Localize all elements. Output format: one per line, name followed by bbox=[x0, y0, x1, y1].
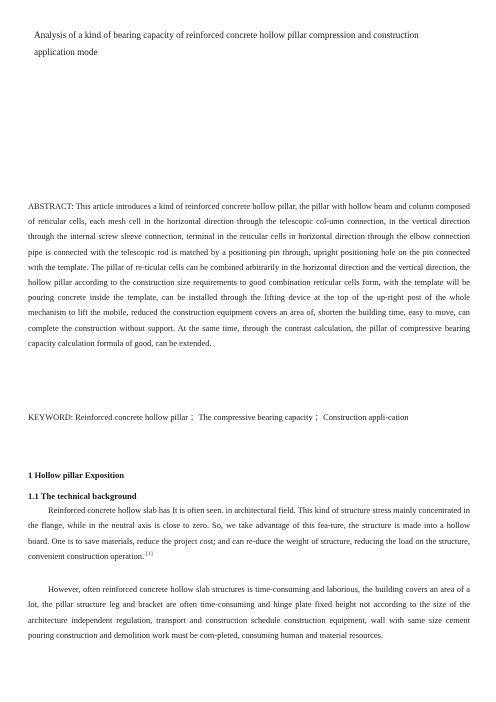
section-heading: 1 Hollow pillar Exposition bbox=[28, 470, 125, 480]
body-paragraph-1-text: Reinforced concrete hollow slab has It is often seen. in architectural field. This kind of structure stress mainly concentrated in the flange, while in the neutral axis is close to zero. So, we take advantage of this fea-ture, the structure is made into a hollow board. One is to save materials, reduce the project cost; and can re-duce the weight of structure, reducing the load on the structure, convenient construction operation. bbox=[28, 506, 470, 562]
abstract-paragraph: ABSTRACT: This article introduces a kind of reinforced concrete hollow pillar, the pillar with hollow beam and column composed of reticular cells, each mesh cell in the horizontal direction through the telescopic col-umn connection, in the vertical direction through the internal screw sleeve connection, terminal in the reticular cells in horizontal direction through the elbow connection pipe is connected with the telescopic rod is matched by a positioning pin through, upright positioning hole on the pin connected with the template. The pillar of re-ticular cells can be combined arbitrarily in the horizontal direction and the vertical direction, the hollow pillar according to the construction size requirements to good combination reticular cells form, with the template will be pouring concrete inside the template, can be installed through the lifting device at the top of the up-right post of the whole mechanism to lift the mobile, reduced the construction equipment covers an area of, shorten the building time, easy to move, can complete the construction without support. At the same time, through the contrast calculation, the pillar of compressive bearing capacity calculation formula of good, can be extended. bbox=[28, 202, 470, 348]
citation-marker: [1] bbox=[146, 551, 153, 558]
keywords-line: KEYWORD: Reinforced concrete hollow pillar ；The compressive bearing capacity ；Construction appli-cation bbox=[28, 413, 409, 422]
subsection-heading: 1.1 The technical background bbox=[28, 491, 137, 501]
body-paragraph-2: However, often reinforced concrete hollow slab structures is time-consuming and laborious, the building covers an area of a lot, the pillar structure leg and bracket are often time-consuming and hinge plate fixed height not according to the size of the architecture independent regulation, transport and construction schedule construction equipment, wall with same size cement pouring construction and demolition work must be com-pleted, consuming human and material resources. bbox=[28, 585, 470, 641]
body-paragraph-1 bbox=[28, 503, 470, 565]
paper-title: Analysis of a kind of bearing capacity of reinforced concrete hollow pillar compression and construction application mode bbox=[34, 30, 419, 57]
